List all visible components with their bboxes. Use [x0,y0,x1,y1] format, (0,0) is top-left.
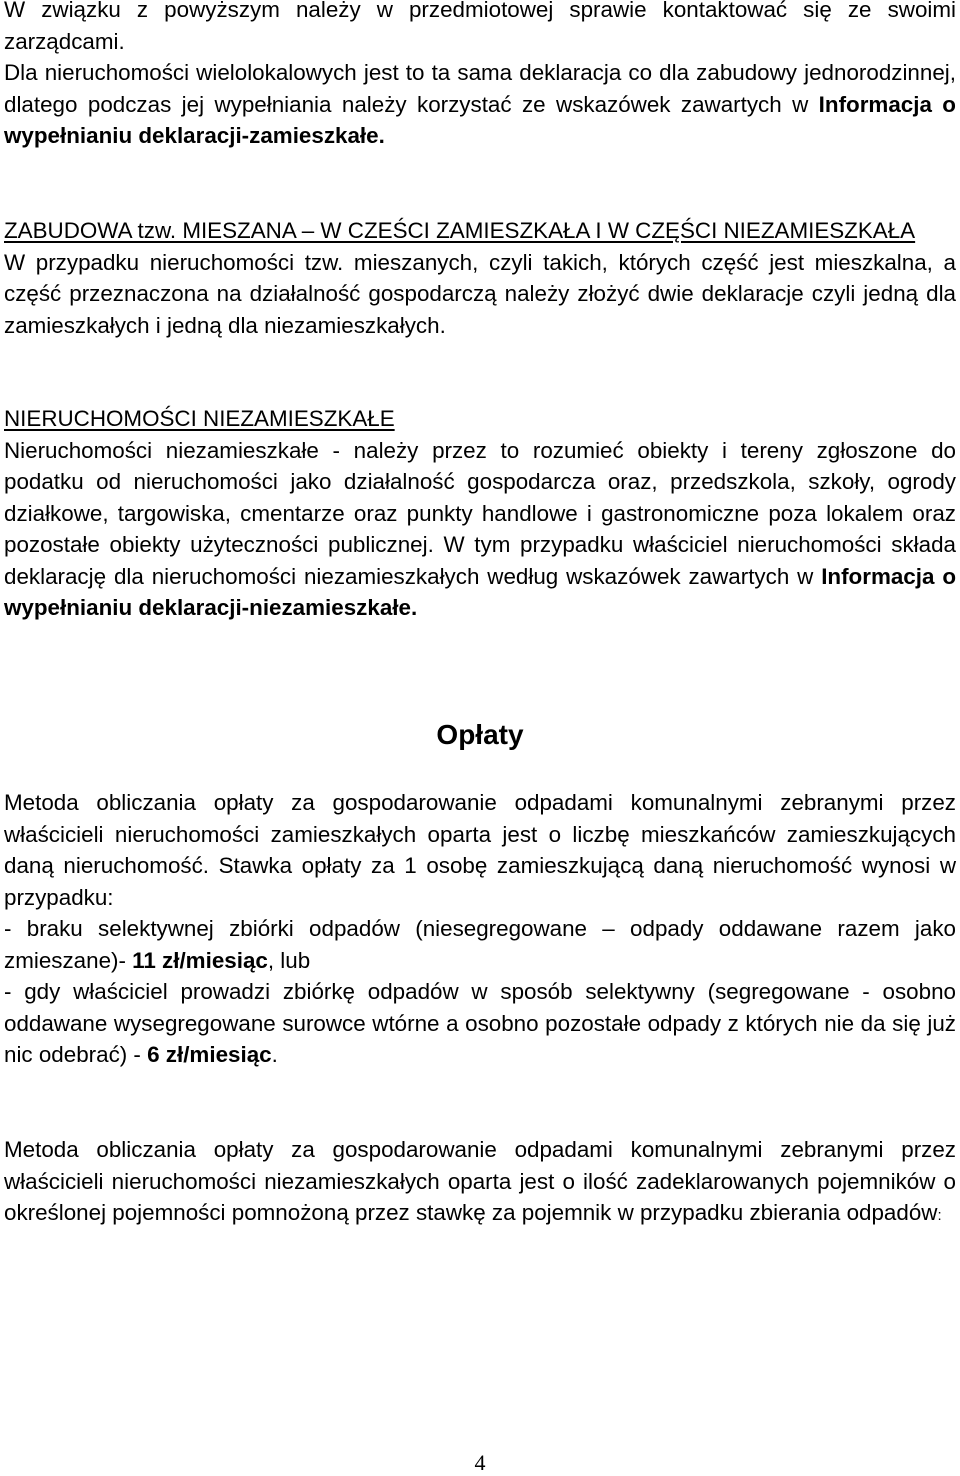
fees-item-sorted [4,976,956,1071]
fees-item-sorted-suffix: . [271,1042,278,1067]
mixed-section [4,215,956,341]
fee-unsorted-amount: 11 zł/miesiąc [132,947,268,973]
nonresidential-paragraph-text: Nieruchomości niezamieszkałe - należy przez to rozumieć obiekty i tereny zgłoszone do podatku od nieruchomości jako działalność gospodarcza oraz, przedszkola, szkoły, ogrody działkowe, targowiska, cmentarze oraz punkty handlowe i gastronomiczne poza lokalem oraz pozostałe obiekty użyteczności publicznej. W tym przypadku właściciel nieruchomości składa deklarację dla nieruchomości niezamieszkałych według wskazówek zawartych w [4,437,956,589]
fees-nonresidential-colon: : [937,1207,942,1224]
fees-residential-section [4,787,956,1071]
info-reference-nonresidential: Informacja o wypełnianiu deklaracji-niezamieszkałe. [4,563,956,620]
fees-nonresidential-paragraph [4,1134,956,1232]
nonresidential-paragraph [4,435,956,624]
fees-item-sorted-text: - gdy właściciel prowadzi zbiórkę odpadów w sposób selektywny (segregowane - osobno oddawane wysegregowane surowce wtórne a osobno pozostałe odpady z których nie da się już nic odebrać) - [4,979,956,1067]
fees-item-unsorted-text: - braku selektywnej zbiórki odpadów (niesegregowane – odpady oddawane razem jako zmieszane)- [4,916,956,973]
intro-paragraph-1: W związku z powyższym należy w przedmiotowej sprawie kontaktować się ze swoimi zarządcami. [4,0,956,54]
fee-sorted-amount: 6 zł/miesiąc [147,1042,272,1067]
nonresidential-section [4,403,956,624]
fees-title: Opłaty [436,719,524,750]
mixed-paragraph: W przypadku nieruchomości tzw. mieszanych, czyli takich, których część jest mieszkalna, a część przeznaczona na działalność gospodarczą należy złożyć dwie deklaracje czyli jedną dla zamieszkałych i jedną dla niezamieszkałych. [4,249,956,338]
intro-paragraph-2-text: Dla nieruchomości wielolokalowych jest to ta sama deklaracja co dla zabudowy jednorodzinnej, dlatego podczas jej wypełniania należy korzystać ze wskazówek zawartych w [4,60,956,117]
fees-item-unsorted [4,913,956,976]
intro-paragraph-2 [4,57,956,152]
fees-residential-paragraph: Metoda obliczania opłaty za gospodarowanie odpadami komunalnymi zebranymi przez właścicieli nieruchomości zamieszkałych oparta jest o liczbę mieszkańców zamieszkujących daną nieruchomość. Stawka opłaty za 1 osobę zamieszkującą daną nieruchomość wynosi w przypadku: [4,790,956,910]
fees-nonresidential-section [4,1134,956,1232]
fees-item-unsorted-suffix: , lub [267,947,311,973]
page-number: 4 [474,1450,486,1475]
intro-section [4,0,956,152]
info-reference-residential: Informacja o wypełnianiu deklaracji-zamieszkałe. [4,91,956,148]
mixed-heading: ZABUDOWA tzw. MIESZANA – W CZEŚCI ZAMIESZKAŁA I W CZĘŚCI NIEZAMIESZKAŁA [4,218,916,243]
nonresidential-heading: NIERUCHOMOŚCI NIEZAMIESZKAŁE [4,406,395,431]
fees-nonresidential-text: Metoda obliczania opłaty za gospodarowanie odpadami komunalnymi zebranymi przez właścicieli nieruchomości niezamieszkałych oparta jest o ilość zadeklarowanych pojemników o określonej pojemności pomnożoną przez stawkę za pojemnik w przypadku zbierania odpadów [4,1137,956,1225]
